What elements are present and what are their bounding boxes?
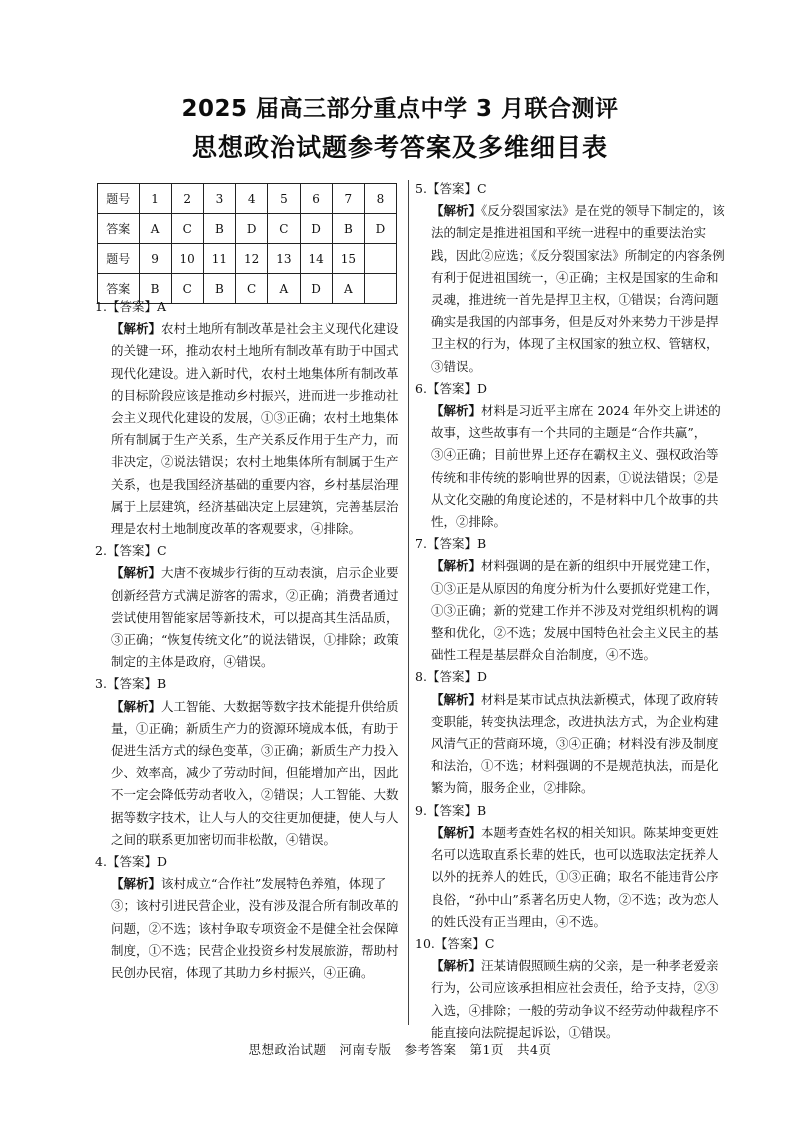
answer-table-row	[98, 184, 397, 214]
answer-table-cell: D	[300, 274, 332, 304]
analysis-paragraph	[415, 200, 727, 378]
question-number: 7.	[415, 536, 427, 552]
answer-table-cell: A	[268, 274, 300, 304]
answer-table-cell: B	[332, 214, 364, 244]
answer-table-cell: 6	[300, 184, 332, 214]
analysis-label: 【解析】	[431, 558, 482, 574]
question-answer-line	[95, 851, 405, 873]
answer-table-row	[98, 244, 397, 274]
question-answer-line	[415, 178, 727, 200]
answer-table-row-label: 答案	[98, 214, 140, 244]
answer-label: 【答案】	[106, 543, 157, 559]
answer-table-cell: B	[139, 274, 171, 304]
answer-value: D	[476, 669, 487, 685]
answer-label: 【答案】	[434, 935, 485, 951]
question-block	[415, 933, 727, 1044]
answer-label: 【答案】	[106, 854, 157, 870]
question-answer-line	[415, 378, 727, 400]
question-block	[415, 533, 727, 666]
answer-table-cell: 12	[236, 244, 268, 274]
answer-value: D	[156, 854, 167, 870]
question-block	[415, 800, 727, 933]
answer-table-cell: 5	[268, 184, 300, 214]
question-block	[415, 666, 727, 799]
answer-value: B	[156, 676, 167, 692]
analysis-text: 材料强调的是在新的组织中开展党建工作，①③正是从原因的角度分析为什么要抓好党建工作，①③正确；新的党建工作并不涉及对党组织机构的调整和优化，②不选；发展中国特色社会主义民主的基础性工程是基层群众自治制度，④不选。	[431, 558, 719, 663]
analysis-paragraph	[415, 822, 727, 933]
answer-value: D	[476, 380, 487, 396]
analysis-text: 农村土地所有制改革是社会主义现代化建设的关键一环，推动农村土地所有制改革有助于中国式现代化建设。进入新时代，农村土地集体所有制改革的目标阶段应该是推动乡村振兴，进而进一步推动社会主义现代化建设的发展，①③正确；农村土地集体所有制属于生产关系，生产关系反作用于生产力，而非决定，②说法错误；农村土地集体所有制属于生产关系，也是我国经济基础的重要内容，乡村基层治理属于上层建筑，经济基础决定上层建筑，完善基层治理是农村土地制度改革的客观要求，④排除。	[111, 321, 399, 537]
page-subtitle: 思想政治试题参考答案及多维细目表	[191, 133, 608, 162]
question-number: 6.	[415, 380, 427, 396]
analysis-label: 【解析】	[431, 824, 482, 840]
question-block	[95, 540, 405, 673]
page-footer: 思想政治试题 河南专版 参考答案 第1页 共4页	[248, 1042, 552, 1057]
answer-value: B	[476, 802, 487, 818]
analysis-text: 材料是习近平主席在 2024 年外交上讲述的故事，这些故事有一个共同的主题是“合作共赢”，③④正确；目前世界上还存在霸权主义、强权政治等传统和非传统的影响世界的因素，①说法错误；②是从文化交融的角度论述的，不是材料中几个故事的共性，②排除。	[431, 403, 721, 530]
answer-value: C	[156, 543, 167, 559]
answer-table-cell: D	[236, 214, 268, 244]
question-block	[415, 378, 727, 533]
analysis-paragraph	[415, 689, 727, 800]
column-divider	[408, 180, 409, 1025]
answer-table-cell: 3	[203, 184, 235, 214]
answer-table-cell: 4	[236, 184, 268, 214]
question-number: 4.	[95, 854, 107, 870]
analysis-paragraph	[95, 696, 405, 851]
answer-table-cell: 7	[332, 184, 364, 214]
answer-label: 【答案】	[426, 181, 477, 196]
analysis-text: 本题考查姓名权的相关知识。陈某坤变更姓名可以选取直系长辈的姓氏，也可以选取法定抚养人以外的抚养人的姓氏，①③正确；取名不能违背公序良俗，“孙中山”系著名历史人物，②不选；改为恋人的姓氏没有正当理由，④不选。	[431, 824, 719, 929]
answer-label: 【答案】	[106, 299, 157, 314]
question-answer-line	[95, 296, 405, 318]
right-column	[415, 178, 727, 1044]
answer-table-cell: 15	[332, 244, 364, 274]
question-block	[95, 296, 405, 540]
answer-table-row-label: 题号	[98, 244, 140, 274]
answer-table-cell: 8	[364, 184, 396, 214]
question-answer-line	[415, 666, 727, 688]
answer-label: 【答案】	[426, 802, 477, 818]
left-column	[95, 296, 405, 984]
analysis-paragraph	[95, 318, 405, 540]
analysis-text: 人工智能、大数据等数字技术能提升供给质量，①正确；新质生产力的资源环境成本低，有助于促进生活方式的绿色变革，③正确；新质生产力投入少、效率高，减少了劳动时间，但能增加产出，因此不一定会降低劳动者收入，②错误；人工智能、大数据等数字技术，让人与人的交往更加便捷，使人与人之间的联系更加密切而非松散，④错误。	[111, 698, 399, 847]
answer-table-cell: 14	[300, 244, 332, 274]
analysis-paragraph	[415, 955, 727, 1044]
question-number: 9.	[415, 802, 427, 818]
question-answer-line	[415, 800, 727, 822]
answer-table-cell: D	[300, 214, 332, 244]
question-block	[95, 851, 405, 984]
answer-value: A	[156, 299, 166, 314]
answer-label: 【答案】	[426, 536, 477, 552]
analysis-label: 【解析】	[431, 691, 482, 707]
analysis-text: 大唐不夜城步行街的互动表演，启示企业要创新经营方式满足游客的需求，②正确；消费者通过尝试使用智能家居等新技术，可以提高其生活品质，③正确；“恢复传统文化”的说法错误，①排除；政策制定的主体是政府，④错误。	[111, 565, 399, 670]
analysis-paragraph	[415, 400, 727, 533]
question-number: 8.	[415, 669, 427, 685]
analysis-label: 【解析】	[111, 876, 162, 892]
answer-table-cell: D	[364, 214, 396, 244]
question-block	[95, 673, 405, 851]
question-number: 1.	[95, 299, 107, 314]
analysis-label: 【解析】	[431, 403, 482, 419]
question-number: 2.	[95, 543, 107, 559]
answer-label: 【答案】	[426, 380, 477, 396]
answer-table-cell: 9	[139, 244, 171, 274]
answer-table-cell: C	[171, 214, 203, 244]
answer-table-row	[98, 214, 397, 244]
answer-table	[97, 183, 397, 304]
answer-table-cell: 11	[203, 244, 235, 274]
analysis-text: 《反分裂国家法》是在党的领导下制定的，该法的制定是推进祖国和平统一进程中的重要法治实践，因此②应选；《反分裂国家法》所制定的内容条例有利于促进祖国统一，④正确；主权是国家的生命和灵魂，推进统一首先是捍卫主权，①错误；台湾问题确实是我国的内部事务，但是反对外来势力干涉是捍卫主权的行为，体现了主权国家的独立权、管辖权，③错误。	[431, 203, 725, 374]
answer-table-cell: C	[268, 214, 300, 244]
question-block	[415, 178, 727, 378]
answer-table-cell: 13	[268, 244, 300, 274]
analysis-paragraph	[95, 562, 405, 673]
analysis-label: 【解析】	[111, 321, 162, 337]
answer-table-cell	[364, 244, 396, 274]
answer-table-cell: 10	[171, 244, 203, 274]
answer-table-cell: 2	[171, 184, 203, 214]
answer-table-cell: 1	[139, 184, 171, 214]
answer-table-cell: C	[236, 274, 268, 304]
answer-value: B	[476, 536, 487, 552]
answer-table-cell: A	[139, 214, 171, 244]
question-answer-line	[95, 540, 405, 562]
question-number: 10.	[415, 935, 435, 951]
analysis-label: 【解析】	[111, 565, 162, 581]
answer-value: C	[484, 935, 495, 951]
answer-label: 【答案】	[106, 676, 157, 692]
analysis-label: 【解析】	[431, 958, 482, 974]
question-number: 3.	[95, 676, 107, 692]
analysis-label: 【解析】	[431, 203, 482, 219]
answer-label: 【答案】	[426, 669, 477, 685]
page-title: 2025 届高三部分重点中学 3 月联合测评	[181, 96, 619, 122]
analysis-text: 材料是某市试点执法新模式，体现了政府转变职能，转变执法理念，改进执法方式，为企业构建风清气正的营商环境，③④正确；材料没有涉及制度和法治，①不选；材料强调的不是规范执法，而是化繁为简，服务企业，②排除。	[431, 691, 719, 796]
analysis-paragraph	[415, 555, 727, 666]
analysis-paragraph	[95, 873, 405, 984]
answer-table-cell: A	[332, 274, 364, 304]
question-answer-line	[415, 933, 727, 955]
answer-table-cell: B	[203, 274, 235, 304]
answer-table-cell: B	[203, 214, 235, 244]
answer-table-cell: C	[171, 274, 203, 304]
analysis-label: 【解析】	[111, 698, 162, 714]
question-number: 5.	[415, 181, 427, 196]
question-answer-line	[95, 673, 405, 695]
answer-table-row-label: 题号	[98, 184, 140, 214]
analysis-text: 该村成立“合作社”发展特色养殖，体现了③；该村引进民营企业，没有涉及混合所有制改革的问题，②不选；该村争取专项资金不是健全社会保障制度，①不选；民营企业投资乡村发展旅游，帮助村民创办民宿，体现了其助力乡村振兴，④正确。	[111, 876, 399, 981]
answer-table-row-label: 答案	[98, 274, 140, 304]
answer-value: C	[476, 181, 487, 196]
question-answer-line	[415, 533, 727, 555]
analysis-text: 汪某请假照顾生病的父亲，是一种孝老爱亲行为，公司应该承担相应社会责任，给予支持，②③入选，④排除；一般的劳动争议不经劳动仲裁程序不能直接向法院提起诉讼，①错误。	[431, 958, 719, 1040]
